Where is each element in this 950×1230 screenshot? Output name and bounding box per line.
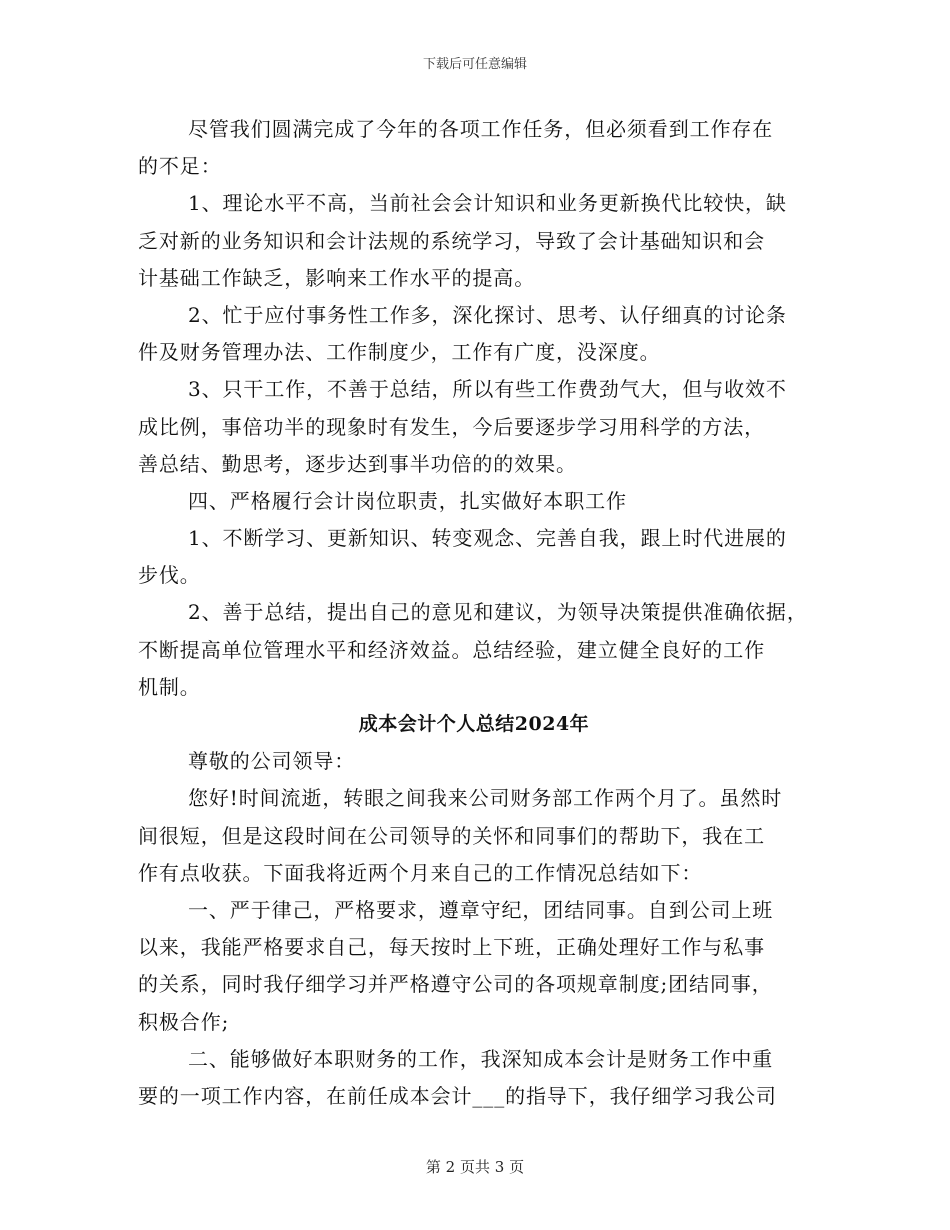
- paragraph-line: 您好!时间流逝，转眼之间我来公司财务部工作两个月了。虽然时: [188, 786, 783, 811]
- paragraph-line: 的不足：: [138, 154, 222, 179]
- paragraph-line: 善总结、勤思考，逐步达到事半功倍的的效果。: [138, 451, 577, 476]
- salutation-line: 尊敬的公司领导：: [188, 749, 356, 774]
- paragraph-line: 尽管我们圆满完成了今年的各项工作任务，但必须看到工作存在: [188, 117, 774, 141]
- section-heading-line: 四、严格履行会计岗位职责，扎实做好本职工作: [188, 488, 627, 513]
- paragraph-line: 成比例，事倍功半的现象时有发生，今后要逐步学习用科学的方法，: [138, 414, 765, 439]
- paragraph-line: 二、能够做好本职财务的工作，我深知成本会计是财务工作中重: [188, 1046, 774, 1071]
- paragraph-line: 件及财务管理办法、工作制度少，工作有广度，没深度。: [138, 340, 661, 365]
- paragraph-line: 1、理论水平不高，当前社会会计知识和业务更新换代比较快，缺: [188, 191, 787, 216]
- paragraph-line: 间很短，但是这段时间在公司领导的关怀和同事们的帮助下，我在工: [138, 823, 765, 848]
- paragraph-line: 1、不断学习、更新知识、转变观念、完善自我，跟上时代进展的: [188, 526, 787, 551]
- paragraph-line: 的关系，同时我仔细学习并严格遵守公司的各项规章制度;团结同事，: [138, 972, 773, 997]
- paragraph-line: 不断提高单位管理水平和经济效益。总结经验，建立健全良好的工作: [138, 637, 765, 662]
- paragraph-line: 要的一项工作内容，在前任成本会计___的指导下，我仔细学习我公司: [138, 1083, 777, 1108]
- paragraph-line: 步伐。: [138, 563, 201, 588]
- document-body: [138, 111, 810, 1115]
- page-header: 下载后可任意编辑: [422, 57, 527, 72]
- paragraph-line: 计基础工作缺乏，影响来工作水平的提高。: [138, 265, 536, 290]
- page-footer: 第 2 页共 3 页: [425, 1158, 525, 1176]
- paragraph-line: 机制。: [138, 674, 201, 699]
- paragraph-line: 2、善于总结，提出自己的意见和建议，为领导决策提供准确依据，: [188, 600, 808, 625]
- paragraph-line: 作有点收获。下面我将近两个月来自己的工作情况总结如下：: [138, 860, 703, 885]
- paragraph-line: 乏对新的业务知识和会计法规的系统学习，导致了会计基础知识和会: [138, 228, 765, 253]
- paragraph-line: 一、严于律己，严格要求，遵章守纪，团结同事。自到公司上班: [188, 897, 774, 922]
- paragraph-line: 积极合作;: [138, 1009, 230, 1034]
- paragraph-line: 以来，我能严格要求自己，每天按时上下班，正确处理好工作与私事: [138, 935, 765, 960]
- document-title: 成本会计个人总结2024年: [358, 713, 590, 735]
- paragraph-line: 2、忙于应付事务性工作多，深化探讨、思考、认仔细真的讨论条: [188, 302, 787, 327]
- paragraph-line: 3、只干工作，不善于总结，所以有些工作费劲气大，但与收效不: [188, 377, 787, 402]
